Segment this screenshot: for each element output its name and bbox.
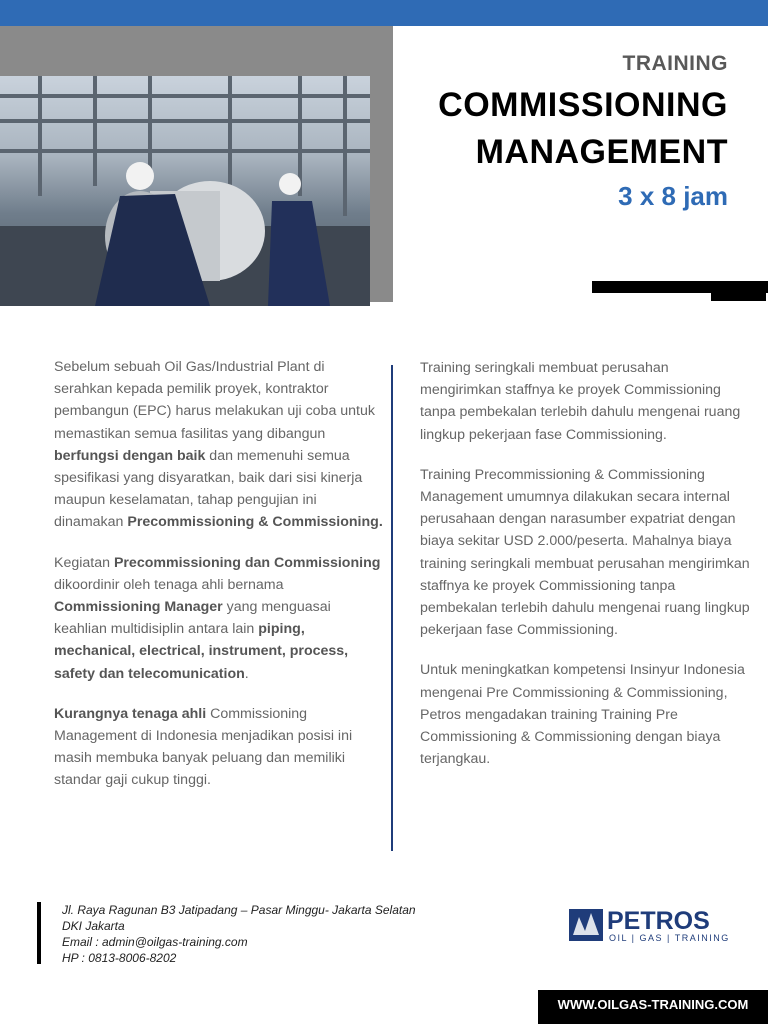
logo-wordmark: PETROS: [607, 907, 710, 935]
decorative-black-bar-tab: [711, 281, 766, 301]
duration-label: 3 x 8 jam: [618, 181, 728, 211]
petros-logo-graphic: [567, 901, 733, 945]
photo-frame: [0, 26, 393, 302]
left-column: [54, 356, 384, 810]
logo-tagline: OIL | GAS | TRAINING: [609, 933, 730, 943]
plant-photo-illustration: [0, 76, 370, 306]
address-line-1: Jl. Raya Ragunan B3 Jatipadang – Pasar Minggu- Jakarta Selatan: [62, 903, 416, 917]
petros-logo: [567, 901, 733, 945]
contact-info: [62, 902, 416, 966]
right-column: [420, 357, 750, 788]
plant-workers-photo: [0, 76, 370, 306]
email-line[interactable]: Email : admin@oilgas-training.com: [62, 935, 248, 949]
phone-line: HP : 0813-8006-8202: [62, 951, 177, 965]
footer-accent-bar: [37, 902, 41, 964]
right-paragraph-1: Training seringkali membuat perusahan mengirimkan staffnya ke proyek Commissioning tanpa pembekalan terlebih dahulu mengenai ruang lingkup pekerjaan fase Commissioning.: [420, 360, 741, 443]
left-paragraph-1: Sebelum sebuah Oil Gas/Industrial Plant di serahkan kepada pemilik proyek, kontraktor pembangun (EPC) harus melakukan uji coba untuk memastikan semua fasilitas yang dibangun berfungsi dengan baik dan memenuhi semua spesifikasi yang disyaratkan, baik dari sisi kinerja maupun keselamatan, tahap pengujian ini dinamakan Precommissioning & Commissioning.: [54, 359, 383, 531]
column-divider: [391, 365, 393, 851]
left-paragraph-3: Kurangnya tenaga ahli Commissioning Management di Indonesia menjadikan posisi ini masih membuka banyak peluang dan memiliki standar gaji cukup tinggi.: [54, 705, 353, 789]
website-badge[interactable]: WWW.OILGAS-TRAINING.COM: [538, 990, 768, 1024]
title-line-2: MANAGEMENT: [475, 133, 728, 171]
left-paragraph-2: Kegiatan Precommissioning dan Commissioning dikoordinir oleh tenaga ahli bernama Commissioning Manager yang menguasai keahlian multidisiplin antara lain piping, mechanical, electrical, instrument, process, safety dan telecomunication.: [54, 554, 381, 682]
training-label: TRAINING: [622, 52, 728, 75]
right-paragraph-2: Training Precommissioning & Commissioning Management umumnya dilakukan secara internal perusahaan dengan narasumber expatriat dengan biaya sekitar USD 2.000/peserta. Mahalnya biaya training seringkali membuat perusahan mengirimkan staffnya ke proyek Commissioning tanpa pembekalan terlebih dahulu mengenai ruang lingkup pekerjaan fase Commissioning.: [420, 466, 750, 639]
right-paragraph-3: Untuk meningkatkan kompetensi Insinyur Indonesia mengenai Pre Commissioning & Commissioning, Petros mengadakan training Training Pre Commissioning & Commissioning dengan biaya terjangkau.: [420, 662, 745, 768]
address-line-2: DKI Jakarta: [62, 919, 125, 933]
top-accent-bar: [0, 0, 768, 26]
title-line-1: COMMISSIONING: [438, 86, 728, 124]
